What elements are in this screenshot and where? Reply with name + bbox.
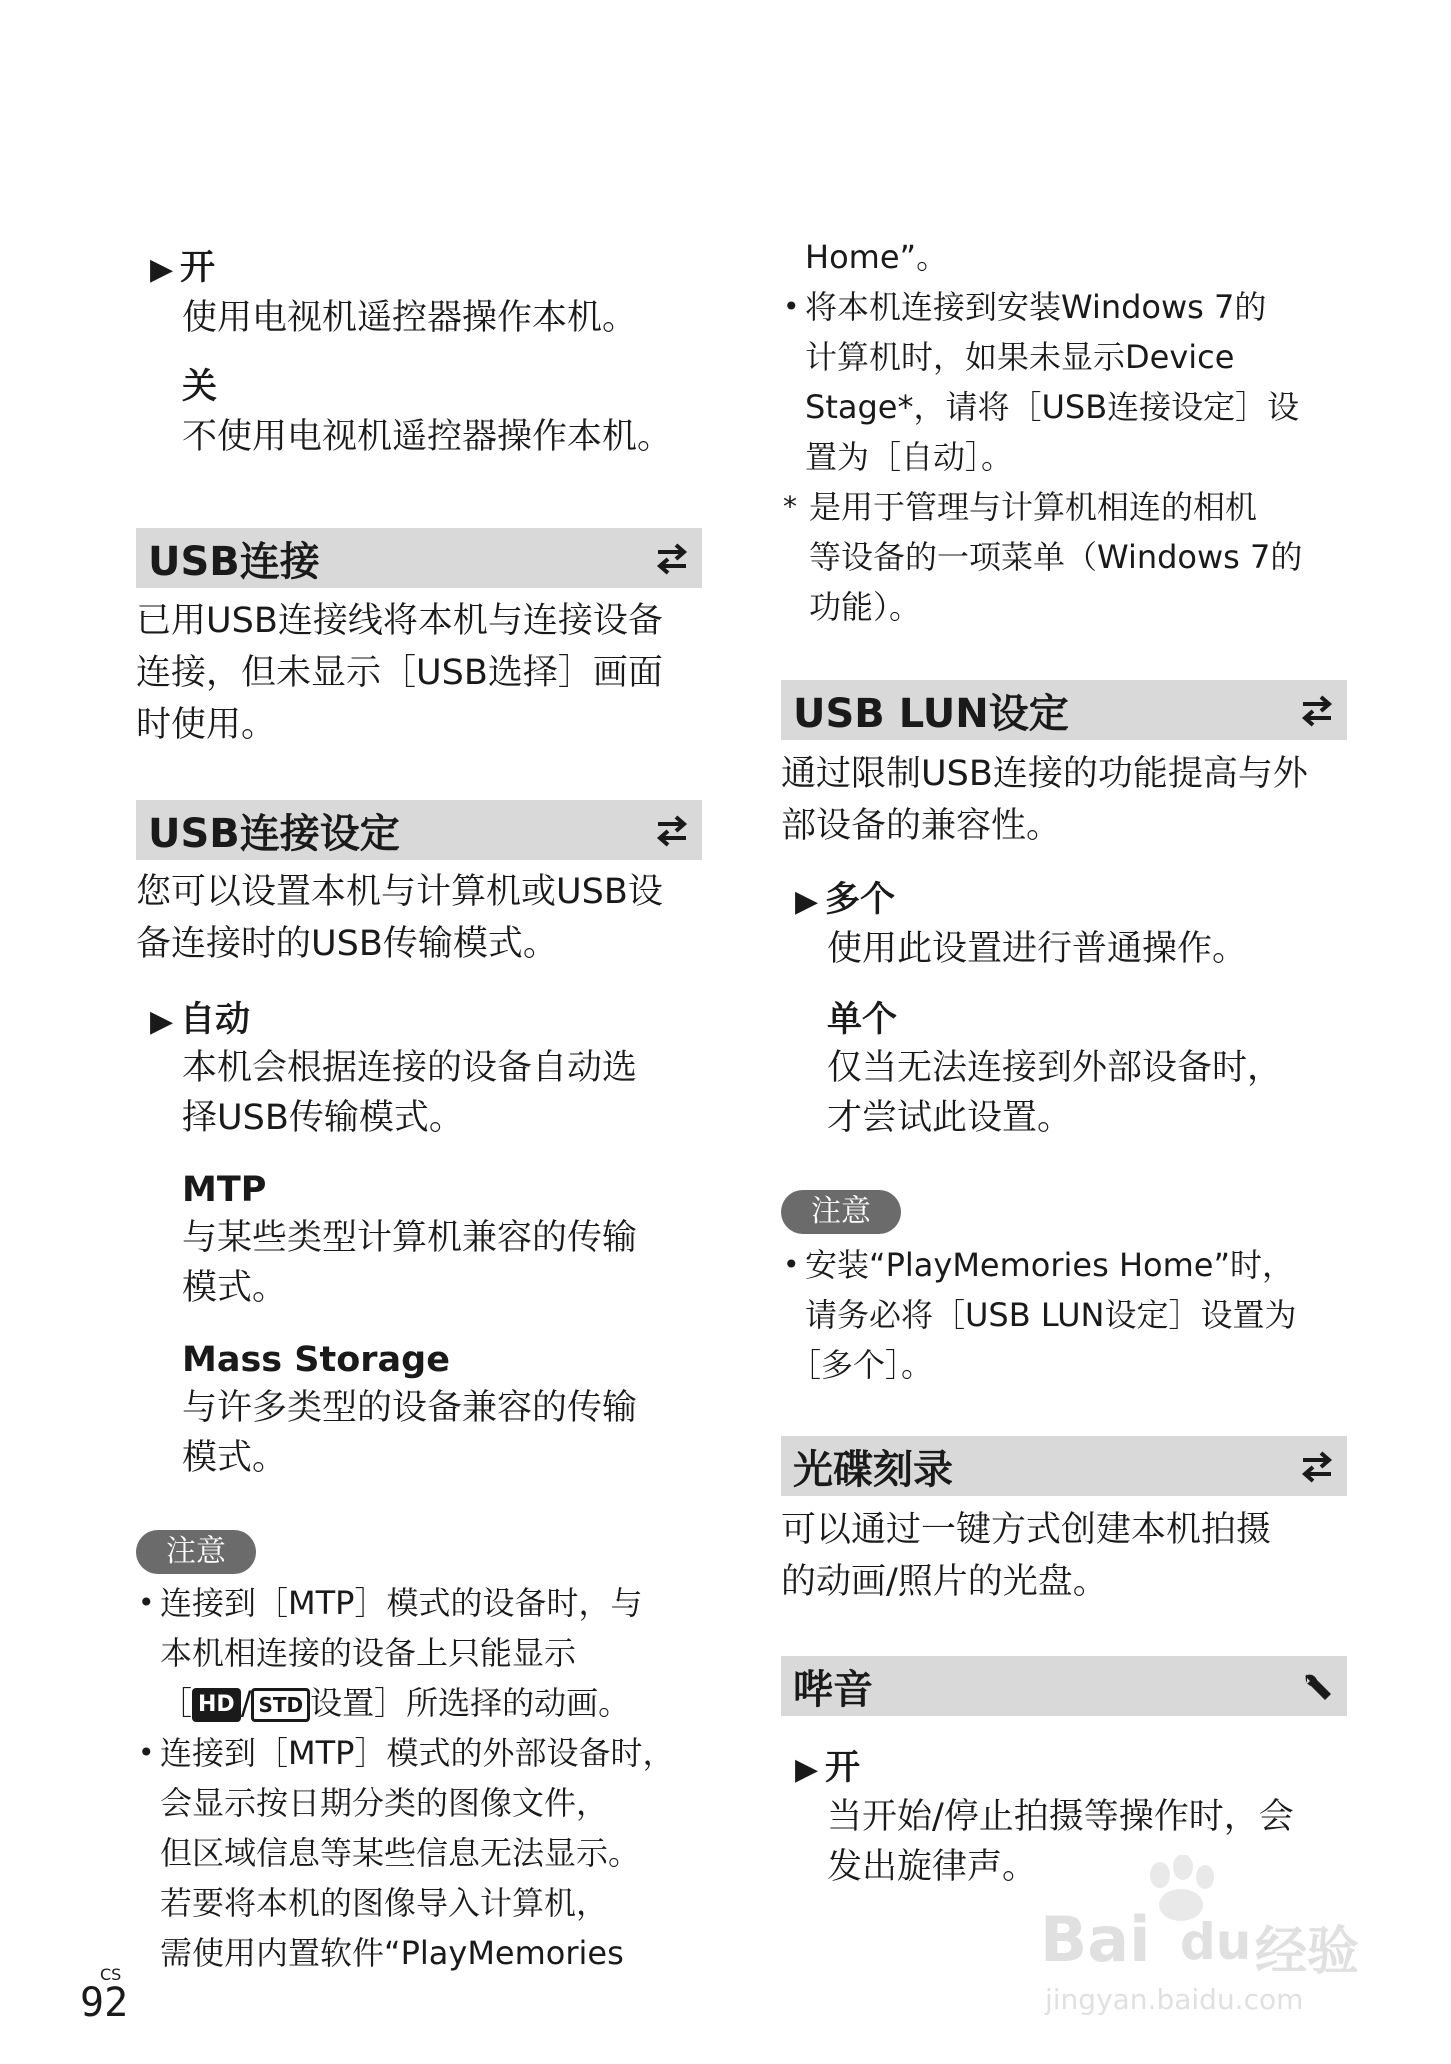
watermark-cn: 经验 [1255, 1922, 1360, 1982]
continued-text: Home”。 [805, 238, 949, 276]
swap-arrows-icon [654, 812, 690, 848]
option-auto-desc: 本机会根据连接的设备自动选 择USB传输模式。 [182, 1048, 638, 1138]
bullet-icon: • [138, 1736, 155, 1769]
option-auto: ▶ 自动 [150, 998, 250, 1044]
option-single-desc: 仅当无法连接到外部设备时， 才尝试此设置。 [827, 1048, 1283, 1138]
section-header-disc-burn [781, 1436, 1347, 1496]
footnote-marker: * [783, 490, 797, 523]
baidu-watermark [1040, 1855, 1370, 2015]
section-title: 光碟刻录 [793, 1446, 953, 1493]
swap-arrows-icon [1299, 692, 1335, 728]
watermark-brand-du: du [1180, 1913, 1252, 1971]
watermark-brand: Bai [1040, 1903, 1151, 1976]
usb-lun-desc: 通过限制USB连接的功能提高与外 部设备的兼容性。 [781, 754, 1308, 846]
bullet-icon: • [783, 1248, 800, 1281]
option-mass-storage-desc: 与许多类型的设备兼容的传输 模式。 [182, 1388, 638, 1478]
section-title: USB LUN设定 [793, 690, 1069, 737]
option-multi: ▶ 多个 [795, 878, 895, 924]
section-title: 哔音 [793, 1666, 873, 1713]
option-off: 关 [182, 367, 218, 407]
disc-burn-desc: 可以通过一键方式创建本机拍摄 的动画/照片的光盘。 [781, 1510, 1272, 1602]
note-item-1: • 连接到［MTP］模式的设备时，与 本机相连接的设备上只能显示 ［ HD / STD 设置］所选择的动画。 [160, 1578, 642, 1728]
wrench-icon [1299, 1668, 1335, 1704]
usb-setting-desc: 您可以设置本机与计算机或USB设 备连接时的USB传输模式。 [136, 872, 663, 964]
bullet-icon: • [138, 1586, 155, 1619]
usb-connect-desc: 已用USB连接线将本机与连接设备 连接，但未显示［USB选择］画面 时使用。 [136, 601, 663, 745]
section-title: USB连接设定 [148, 810, 400, 857]
note-badge: 注意 [781, 1190, 901, 1234]
selected-arrow-icon: ▶ [150, 252, 174, 287]
section-header-usb-setting [136, 800, 702, 860]
bullet-icon: • [783, 290, 800, 323]
selected-arrow-icon: ▶ [150, 1004, 174, 1039]
option-mass-storage: Mass Storage [182, 1340, 450, 1380]
section-header-usb-lun [781, 680, 1347, 740]
option-beep-on-desc: 当开始/停止拍摄等操作时，会 发出旋律声。 [827, 1797, 1294, 1887]
language-code: CS [100, 1965, 122, 1984]
footnote-device-stage: * 是用于管理与计算机相连的相机 等设备的一项菜单（Windows 7的 功能）。 [809, 482, 1302, 632]
std-quality-icon: STD [251, 1688, 310, 1722]
section-title: USB连接 [148, 538, 320, 585]
swap-arrows-icon [654, 540, 690, 576]
option-multi-desc: 使用此设置进行普通操作。 [827, 929, 1248, 969]
note-item-lun: • 安装“PlayMemories Home”时， 请务必将［USB LUN设定］设置为 ［多个］。 [805, 1240, 1296, 1390]
watermark-url: jingyan.baidu.com [1045, 1983, 1304, 2016]
note-item-windows7: • 将本机连接到安装Windows 7的 计算机时，如果未显示Device Stage*，请将［USB连接设定］设 置为［自动］。 [805, 282, 1299, 482]
selected-arrow-icon: ▶ [795, 1752, 819, 1787]
option-mtp: MTP [182, 1170, 267, 1210]
option-off-desc: 不使用电视机遥控器操作本机。 [182, 417, 673, 457]
option-on: ▶ 开 [150, 246, 215, 292]
option-single: 单个 [827, 1000, 898, 1040]
note-item-2: • 连接到［MTP］模式的外部设备时， 会显示按日期分类的图像文件， 但区域信息等某些信息无法显示。 若要将本机的图像导入计算机， 需使用内置软件“PlayMemories [160, 1728, 674, 1978]
option-mtp-desc: 与某些类型计算机兼容的传输 模式。 [182, 1218, 638, 1308]
section-header-usb-connect [136, 528, 702, 588]
note-badge: 注意 [136, 1530, 256, 1574]
selected-arrow-icon: ▶ [795, 884, 819, 919]
option-on-desc: 使用电视机遥控器操作本机。 [182, 298, 638, 338]
swap-arrows-icon [1299, 1448, 1335, 1484]
section-header-beep [781, 1656, 1347, 1716]
option-beep-on: ▶ 开 [795, 1746, 860, 1792]
hd-quality-icon: HD [192, 1688, 241, 1722]
page-number: 92 [80, 1980, 129, 2026]
